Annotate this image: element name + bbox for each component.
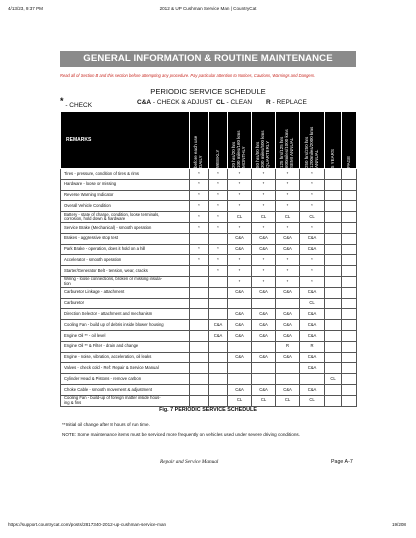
cell-annual: * [300,276,325,287]
cell-weekly: * [209,222,228,233]
cell-semi-annual: C&A [276,384,300,395]
browser-print-header [0,6,416,14]
cell-5-years [325,276,342,287]
col-header-daily [190,112,209,169]
cell-semi-annual: * [276,222,300,233]
cell-monthly: * [228,201,252,212]
cell-page [342,222,357,233]
cell-monthly: C&A [228,352,252,363]
row-remark: Tires - pressure, condition of tires & rims [61,169,190,180]
cell-annual: CL [300,395,325,406]
cell-semi-annual: * [276,190,300,201]
cell-page [342,341,357,352]
cell-annual: C&A [300,309,325,320]
cell-5-years [325,255,342,266]
table-row [61,374,357,385]
cell-annual: CL [300,212,325,223]
cell-daily [190,384,209,395]
cell-daily [190,233,209,244]
col-header-semi-annual-label: 125 hrs/125 hrs 600miles/1000 kms SEMI ANNUAL [279,129,294,168]
cell-quarterly [252,363,276,374]
cell-daily: * [190,255,209,266]
row-remark: Cooling Fan - build-up of foreign matter inside hous- ing & fins [61,395,190,406]
cell-quarterly [252,298,276,309]
cell-page [342,266,357,277]
cell-5-years [325,363,342,374]
cell-semi-annual [276,363,300,374]
cell-annual: C&A [300,287,325,298]
cell-5-years [325,201,342,212]
cell-daily: * [190,179,209,190]
cell-weekly: * [209,169,228,180]
manual-title: Repair and Service Manual [160,459,219,465]
cell-weekly: * [209,201,228,212]
cell-page [342,190,357,201]
warning-text: Read all of Section B and this section before attempting any procedure. Pay particular attention to Notices, Cautions, Warnings and Dangers. [60,73,316,78]
cell-daily [190,363,209,374]
cell-page [342,244,357,255]
cell-5-years [325,341,342,352]
cell-semi-annual: * [276,201,300,212]
cell-semi-annual: * [276,266,300,277]
cell-page [342,298,357,309]
cell-annual: * [300,190,325,201]
cell-weekly [209,352,228,363]
row-remark: Brakes - aggressive stop test [61,233,190,244]
section-title-banner: GENERAL INFORMATION & ROUTINE MAINTENANCE [60,51,356,67]
table-row [61,255,357,266]
cell-daily: * [190,169,209,180]
cell-page [342,320,357,331]
cell-5-years [325,233,342,244]
cell-monthly: C&A [228,320,252,331]
cell-annual: * [300,222,325,233]
col-header-quarterly [252,112,276,169]
cell-weekly: * [209,179,228,190]
cell-semi-annual: C&A [276,309,300,320]
row-remark: Carburetor Linkage - attachment [61,287,190,298]
cell-5-years [325,179,342,190]
legend-replace-text: - REPLACE [272,99,307,106]
cell-monthly: C&A [228,244,252,255]
legend-clean [216,99,252,109]
cell-monthly: * [228,222,252,233]
cell-daily: * [190,190,209,201]
col-header-5-years-label: 5 YEARS [329,149,335,168]
cell-quarterly: C&A [252,352,276,363]
manual-page-number: Page A-7 [331,459,353,465]
row-remark: Direction Selector - attachment and mechanism [61,309,190,320]
print-url: https://support.countrycat.com/posts/2817340-2012-up-cushman-service-man [8,522,167,527]
cell-weekly [209,276,228,287]
cell-weekly [209,341,228,352]
cell-quarterly: * [252,190,276,201]
cell-semi-annual [276,298,300,309]
row-remark: Cooling Fan - build up of debris inside blower housing [61,320,190,331]
cell-quarterly: * [252,179,276,190]
cell-monthly: C&A [228,287,252,298]
cell-monthly: * [228,190,252,201]
cell-annual: C&A [300,330,325,341]
table-row [61,320,357,331]
cell-semi-annual: C&A [276,287,300,298]
cell-annual [300,374,325,385]
col-header-weekly [209,112,228,169]
legend-check-adjust [137,99,213,109]
row-remark: Carburetor [61,298,190,309]
cell-annual: * [300,201,325,212]
table-row [61,222,357,233]
cell-page [342,212,357,223]
cell-semi-annual [276,374,300,385]
cell-semi-annual: C&A [276,320,300,331]
cell-semi-annual: C&A [276,244,300,255]
table-body [61,169,357,407]
cell-monthly [228,341,252,352]
col-header-5-years [325,112,342,169]
table-row [61,298,357,309]
table-row [61,330,357,341]
cell-5-years [325,222,342,233]
cell-semi-annual: C&A [276,330,300,341]
cell-annual: R [300,341,325,352]
cell-quarterly: C&A [252,287,276,298]
cell-monthly: CL [228,395,252,406]
cell-daily: * [190,201,209,212]
cell-5-years [325,244,342,255]
cell-weekly: * [209,255,228,266]
cell-daily [190,287,209,298]
periodic-service-schedule-table [60,111,357,407]
legend-clean-text: - CLEAN [226,99,253,106]
cell-daily [190,266,209,277]
cell-5-years [325,330,342,341]
cell-daily [190,330,209,341]
cell-annual: C&A [300,233,325,244]
cell-monthly [228,374,252,385]
cell-page [342,255,357,266]
cell-daily: * [190,222,209,233]
cell-monthly: C&A [228,330,252,341]
cell-weekly: * [209,244,228,255]
cell-semi-annual: * [276,179,300,190]
row-remark: Starter/Generator Belt - tension, wear, cracks [61,266,190,277]
cell-annual: C&A [300,352,325,363]
col-header-page-label: PAGE [345,155,351,168]
cell-daily [190,395,209,406]
row-remark: Accelerator - smooth operation [61,255,190,266]
cell-semi-annual: * [276,255,300,266]
cell-monthly: C&A [228,309,252,320]
table-header-row [61,112,357,169]
col-header-page [342,112,357,169]
cell-daily [190,309,209,320]
cell-quarterly: C&A [252,309,276,320]
row-remark: Service Brake (Mechanical) - smooth operation [61,222,190,233]
cell-semi-annual: R [276,341,300,352]
cell-weekly [209,298,228,309]
legend-replace-symbol: R [266,99,271,106]
legend-check-symbol: * [60,96,64,106]
cell-quarterly: * [252,266,276,277]
cell-monthly: CL [228,212,252,223]
row-remark: Engine Oil ** & Filter - drain and change [61,341,190,352]
cell-weekly: * [209,190,228,201]
cell-page [342,352,357,363]
cell-daily: * [190,212,209,223]
table-row [61,352,357,363]
row-remark: Engine - noise, vibration, acceleration, oil leaks [61,352,190,363]
table-row [61,212,357,223]
col-header-quarterly-label: 50 hrs/50 hrs 300 miles/500 kms QUARTERLY [255,130,270,168]
cell-5-years: CL [325,374,342,385]
row-remark: Valves - check cold - Ref: Repair & Service Manual [61,363,190,374]
cell-quarterly: * [252,169,276,180]
cell-monthly: * [228,266,252,277]
cell-page [342,287,357,298]
print-page-count: 19/208 [391,522,406,527]
cell-5-years [325,169,342,180]
cell-page [342,374,357,385]
col-header-annual [300,112,325,169]
col-header-annual-label: 250 hrs/250 hrs 1200miles/2000 kms ANNUAL [303,126,319,168]
print-doc-title: 2012 & UP Cushman Service Man | CountryCat [159,6,257,11]
row-remark: Park Brake - operation, does it hold on a hill [61,244,190,255]
cell-quarterly: C&A [252,320,276,331]
cell-annual: C&A [300,384,325,395]
cell-monthly: * [228,179,252,190]
cell-weekly [209,374,228,385]
table-row [61,309,357,320]
cell-quarterly: * [252,255,276,266]
schedule-title: PERIODIC SERVICE SCHEDULE [150,87,266,96]
cell-annual: * [300,169,325,180]
cell-annual: C&A [300,244,325,255]
table-row [61,341,357,352]
cell-page [342,309,357,320]
cell-page [342,169,357,180]
cell-daily [190,341,209,352]
cell-quarterly: C&A [252,233,276,244]
cell-5-years [325,190,342,201]
cell-quarterly [252,341,276,352]
cell-monthly [228,363,252,374]
legend-check-adjust-symbol: C&A [137,99,152,106]
maintenance-note: NOTE: Some maintenance items must be serviced more frequently on vehicles used under severe driving conditions. [62,432,300,437]
cell-monthly: * [228,169,252,180]
legend-check-adjust-text: - CHECK & ADJUST [152,99,213,106]
col-header-semi-annual [276,112,300,169]
cell-quarterly: C&A [252,330,276,341]
row-remark: Cylinder Head & Pistons - remove carbon [61,374,190,385]
cell-5-years [325,395,342,406]
cell-monthly: C&A [228,233,252,244]
legend-clean-symbol: CL [216,99,225,106]
cell-monthly: C&A [228,384,252,395]
cell-annual: CL [300,298,325,309]
cell-5-years [325,298,342,309]
table-row [61,190,357,201]
cell-annual: C&A [300,320,325,331]
cell-5-years [325,320,342,331]
col-header-weekly-label: WEEKLY [214,149,220,168]
cell-page [342,276,357,287]
legend-replace [266,99,307,109]
cell-weekly [209,363,228,374]
cell-5-years [325,212,342,223]
cell-weekly [209,309,228,320]
cell-annual: C&A [300,363,325,374]
col-header-monthly-label: 20 hrs/20 hrs 100 miles/160 kms MONTHLY [231,130,246,168]
cell-quarterly: CL [252,395,276,406]
cell-5-years [325,287,342,298]
cell-weekly: C&A [209,330,228,341]
cell-page [342,233,357,244]
table-row [61,233,357,244]
cell-monthly: * [228,276,252,287]
cell-quarterly: * [252,201,276,212]
cell-monthly: * [228,255,252,266]
table-row [61,395,357,406]
table-row [61,363,357,374]
cell-5-years [325,266,342,277]
cell-daily: * [190,244,209,255]
cell-page [342,363,357,374]
cell-quarterly: * [252,222,276,233]
row-remark: Overall Vehicle Condition [61,201,190,212]
cell-annual: * [300,255,325,266]
cell-annual: * [300,179,325,190]
print-datetime: 4/13/23, 9:37 PM [8,6,43,11]
cell-daily [190,352,209,363]
table-row [61,276,357,287]
table-row [61,201,357,212]
cell-5-years [325,309,342,320]
table-row [61,169,357,180]
row-remark: Battery - state of charge, condition, loose terminals, corrosion, hold down & hardware [61,212,190,223]
cell-semi-annual: CL [276,212,300,223]
cell-weekly [209,233,228,244]
cell-quarterly: C&A [252,384,276,395]
cell-weekly [209,395,228,406]
remarks-header: REMARKS [61,112,190,169]
table-row [61,244,357,255]
cell-page [342,330,357,341]
row-remark: Hardware - loose or missing [61,179,190,190]
cell-weekly [209,384,228,395]
cell-daily [190,320,209,331]
table-row [61,179,357,190]
cell-page [342,395,357,406]
table-row [61,266,357,277]
col-header-monthly [228,112,252,169]
cell-semi-annual: CL [276,395,300,406]
cell-quarterly: CL [252,212,276,223]
browser-print-footer [0,522,416,530]
legend-check-text: - CHECK [65,102,93,109]
table-row [61,287,357,298]
oil-change-footnote: **Initial oil change after 8 hours of run time. [62,422,150,427]
cell-quarterly: C&A [252,244,276,255]
cell-quarterly: * [252,276,276,287]
cell-daily [190,298,209,309]
col-header-daily-label: before each use DAILY [193,135,203,168]
legend-check [60,96,93,109]
cell-weekly: C&A [209,320,228,331]
row-remark: Wiring - loose connections, broken or missing insula- tion [61,276,190,287]
cell-semi-annual: C&A [276,352,300,363]
cell-semi-annual: * [276,276,300,287]
cell-page [342,384,357,395]
row-remark: Reverse Warning Indicator [61,190,190,201]
row-remark: Choke Cable - smooth movement & adjustment [61,384,190,395]
cell-daily [190,276,209,287]
cell-weekly: * [209,266,228,277]
cell-quarterly [252,374,276,385]
cell-weekly [209,287,228,298]
row-remark: Engine Oil ** - oil level [61,330,190,341]
table-row [61,384,357,395]
cell-page [342,201,357,212]
cell-daily [190,374,209,385]
cell-semi-annual: * [276,169,300,180]
figure-caption: Fig. 7 PERIODIC SERVICE SCHEDULE [159,407,257,413]
cell-page [342,179,357,190]
cell-annual: * [300,266,325,277]
cell-weekly: * [209,212,228,223]
cell-monthly [228,298,252,309]
cell-5-years [325,352,342,363]
cell-5-years [325,384,342,395]
cell-semi-annual: C&A [276,233,300,244]
